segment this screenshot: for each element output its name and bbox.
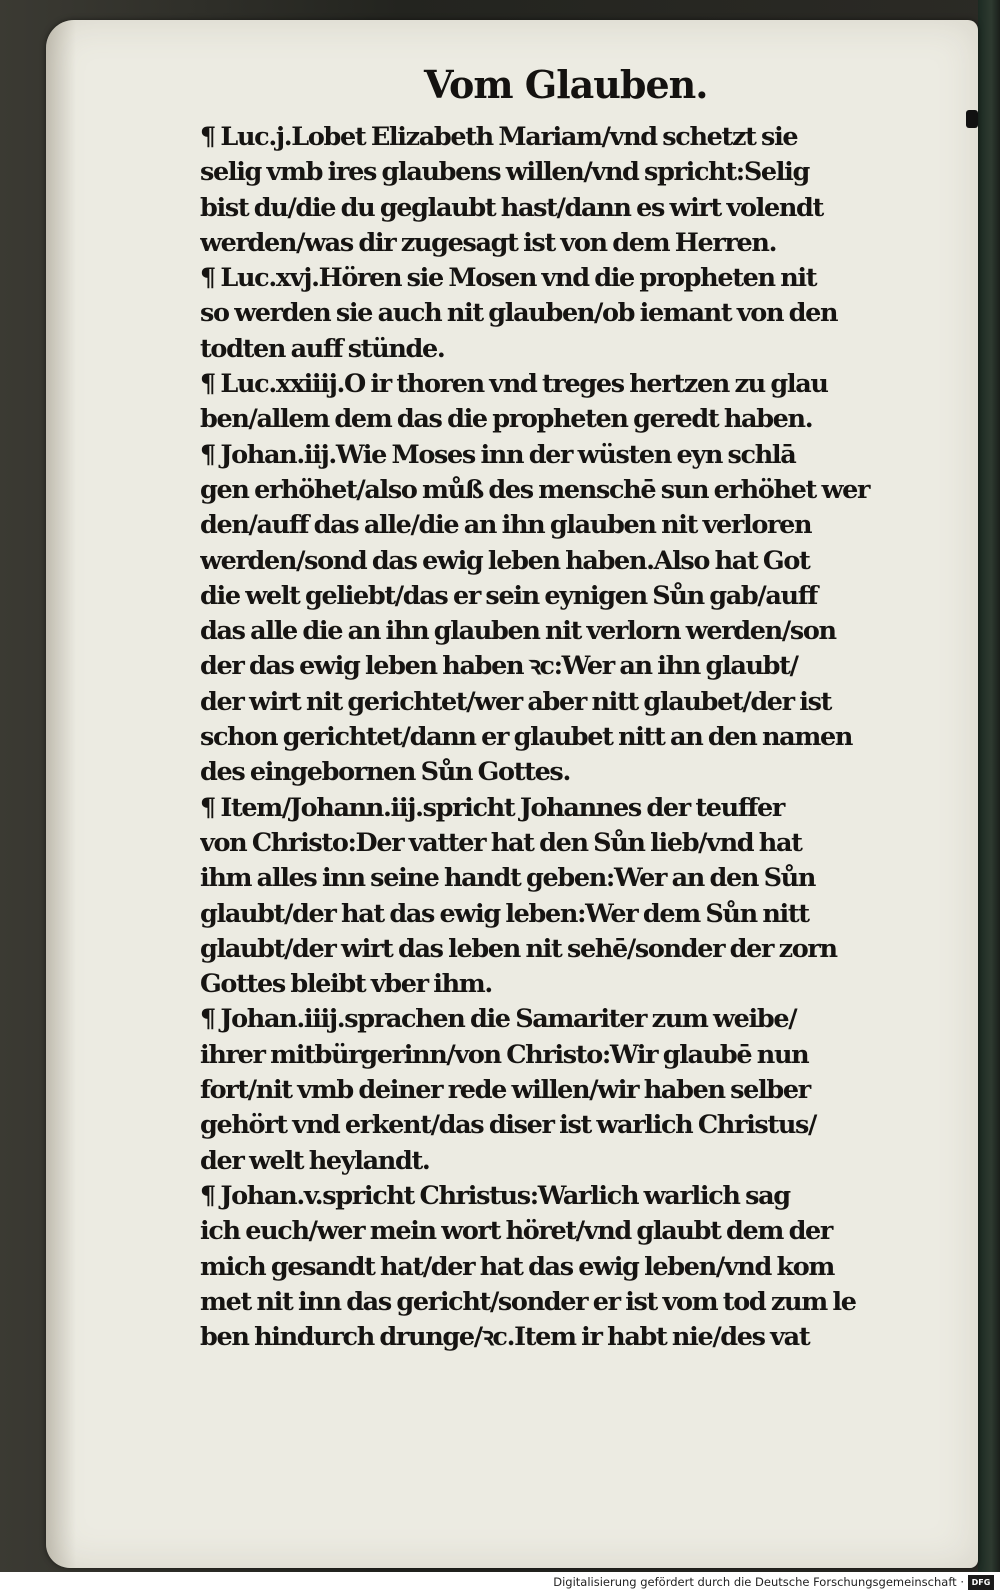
- text-line: todten auff stünde.: [200, 333, 445, 364]
- text-line: schon gerichtet/dann er glaubet nitt an den namen: [200, 722, 853, 753]
- text-line: ¶ Item/Johann.iij.spricht Johannes der teuffer: [200, 792, 785, 823]
- text-line: ben hindurch drunge/ꝛc.Item ir habt nie/des vat: [200, 1322, 810, 1353]
- text-line: fort/nit vmb deiner rede willen/wir haben selber: [200, 1075, 810, 1106]
- text-line: ben/allem dem das die propheten geredt haben.: [200, 404, 813, 435]
- footer-bar: [0, 1572, 1000, 1594]
- page-edge-mark: [966, 110, 978, 128]
- text-line: werden/sond das ewig leben haben.Also hat Got: [200, 545, 810, 576]
- body-text: [200, 120, 940, 1355]
- text-line: der das ewig leben haben ꝛc:Wer an ihn glaubt/: [200, 651, 798, 682]
- text-line: bist du/die du geglaubt hast/dann es wirt volendt: [200, 192, 823, 223]
- text-line: von Christo:Der vatter hat den Sůn lieb/vnd hat: [200, 827, 802, 858]
- book-cover-edge: [978, 0, 1000, 1572]
- text-line: der wirt nit gerichtet/wer aber nitt glaubet/der ist: [200, 686, 832, 717]
- text-line: gen erhöhet/also můß des menschē sun erhöhet wer: [200, 474, 870, 505]
- text-line: des eingebornen Sůn Gottes.: [200, 757, 570, 788]
- text-line: so werden sie auch nit glauben/ob iemant von den: [200, 298, 838, 329]
- text-line: glaubt/der hat das ewig leben:Wer dem Sůn nitt: [200, 898, 809, 929]
- text-line: mich gesandt hat/der hat das ewig leben/vnd kom: [200, 1251, 835, 1282]
- text-line: der welt heylandt.: [200, 1145, 430, 1176]
- text-line: ihm alles inn seine handt geben:Wer an den Sůn: [200, 863, 816, 894]
- text-line: das alle die an ihn glauben nit verlorn werden/son: [200, 616, 836, 647]
- text-line: met nit inn das gericht/sonder er ist vom tod zum le: [200, 1286, 856, 1317]
- dfg-logo: DFG: [968, 1575, 994, 1590]
- text-line: Gottes bleibt vber ihm.: [200, 969, 492, 1000]
- text-line: gehört vnd erkent/das diser ist warlich Christus/: [200, 1110, 817, 1141]
- text-line: den/auff das alle/die an ihn glauben nit verloren: [200, 510, 812, 541]
- text-line: ihrer mitbürgerinn/von Christo:Wir glaubē nun: [200, 1039, 809, 1070]
- text-line: glaubt/der wirt das leben nit sehē/sonder der zorn: [200, 933, 837, 964]
- text-line: selig vmb ires glaubens willen/vnd spricht:Selig: [200, 157, 809, 188]
- text-line: ¶ Luc.j.Lobet Elizabeth Mariam/vnd schetzt sie: [200, 122, 798, 152]
- text-line: ¶ Johan.v.spricht Christus:Warlich warlich sag: [200, 1180, 790, 1211]
- text-line: ¶ Luc.xxiiij.O ir thoren vnd treges hertzen zu glau: [200, 369, 828, 400]
- text-line: ¶ Johan.iiij.sprachen die Samariter zum weibe/: [200, 1004, 797, 1035]
- text-line: ¶ Johan.iij.Wie Moses inn der wüsten eyn schlā: [200, 439, 796, 470]
- text-line: werden/was dir zugesagt ist von dem Herren.: [200, 227, 777, 258]
- text-line: ich euch/wer mein wort höret/vnd glaubt dem der: [200, 1216, 833, 1247]
- funding-credit: Digitalisierung gefördert durch die Deutsche Forschungsgemeinschaft ·: [553, 1575, 964, 1589]
- text-line: die welt geliebt/das er sein eynigen Sůn gab/auff: [200, 580, 817, 611]
- running-head: Vom Glauben.: [424, 62, 708, 107]
- text-line: ¶ Luc.xvj.Hören sie Mosen vnd die propheten nit: [200, 263, 817, 294]
